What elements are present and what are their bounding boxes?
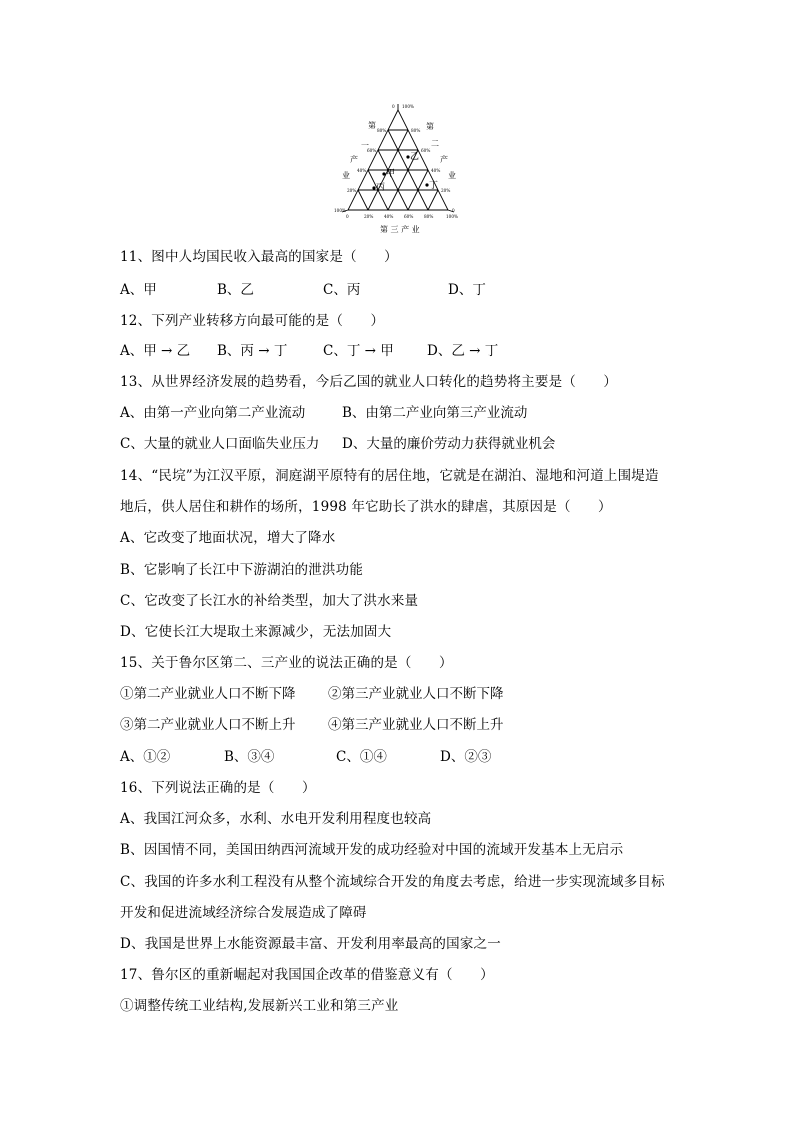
q16-option-d[interactable]: D、我国是世界上水能资源最丰富、开发利用率最高的国家之一 [120, 936, 501, 952]
tick-left-1: 80% [377, 128, 387, 133]
q13-stem: 13、从世界经济发展的趋势看，今后乙国的就业人口转化的趋势将主要是（ ） [120, 374, 618, 390]
q12-option-c[interactable]: C、丁 → 甲 [323, 343, 394, 359]
axis-right-char-4: 业 [448, 171, 456, 180]
label-jia: 甲 [386, 169, 396, 179]
q11-option-d[interactable]: D、丁 [448, 282, 486, 298]
q13-option-b[interactable]: B、由第二产业向第三产业流动 [342, 405, 528, 421]
q16-option-c-cont: 开发和促进流域经济综合发展造成了障碍 [120, 905, 367, 921]
q12-option-d[interactable]: D、乙 → 丁 [427, 343, 499, 359]
axis-left-char-4: 业 [342, 171, 350, 180]
q14-option-c[interactable]: C、它改变了长江水的补给类型，加大了洪水来量 [120, 593, 419, 609]
label-bing: 丙 [376, 183, 386, 193]
q15-items-row1 [120, 684, 720, 704]
label-yi: 乙 [410, 152, 420, 162]
q12-option-a[interactable]: A、甲 → 乙 [120, 343, 191, 359]
q15-item-1: ①第二产业就业人口不断下降 [120, 686, 296, 702]
q13-option-a[interactable]: A、由第一产业向第二产业流动 [120, 405, 306, 421]
q15-stem: 15、关于鲁尔区第二、三产业的说法正确的是（ ） [120, 655, 453, 671]
tick-bottom-1: 20% [364, 214, 374, 219]
tick-left-2: 60% [367, 148, 377, 153]
q16-stem: 16、下列说法正确的是（ ） [120, 780, 316, 796]
q15-options [120, 747, 720, 767]
tick-left-5: 100% [334, 208, 346, 213]
tick-right-2: 60% [421, 148, 431, 153]
tick-bottom-5: 100% [446, 214, 458, 219]
q15-option-b[interactable]: B、③④ [224, 749, 275, 765]
q16-option-a[interactable]: A、我国江河众多，水利、水电开发利用程度也较高 [120, 811, 432, 827]
label-ding: 丁 [429, 181, 439, 191]
tick-bottom-4: 80% [424, 214, 434, 219]
q13-options-row2 [120, 434, 720, 454]
axis-left-char-3: 产 [350, 155, 358, 164]
axis-left-char-2: 一 [361, 141, 369, 150]
tick-right-0: 100% [402, 104, 414, 109]
q13-option-d[interactable]: D、大量的廉价劳动力获得就业机会 [342, 436, 556, 452]
tick-left-3: 40% [357, 168, 367, 173]
ternary-svg [328, 100, 468, 236]
q15-item-4: ④第三产业就业人口不断上升 [328, 717, 504, 733]
q16-option-b[interactable]: B、因国情不同，美国田纳西河流域开发的成功经验对中国的流域开发基本上无启示 [120, 842, 624, 858]
q14-option-a[interactable]: A、它改变了地面状况，增大了降水 [120, 530, 336, 546]
q15-item-2: ②第三产业就业人口不断下降 [328, 686, 504, 702]
q11-option-b[interactable]: B、乙 [217, 282, 254, 298]
axis-right-char-2: 二 [431, 139, 439, 148]
tick-bottom-3: 60% [404, 214, 414, 219]
tick-bottom-2: 40% [384, 214, 394, 219]
ternary-diagram [328, 100, 468, 236]
tick-bottom-0: 0 [346, 214, 349, 219]
q12-option-b[interactable]: B、丙 → 丁 [217, 343, 288, 359]
q14-option-b[interactable]: B、它影响了长江中下游湖泊的泄洪功能 [120, 562, 364, 578]
q14-option-d[interactable]: D、它使长江大堤取土来源减少，无法加固大 [120, 624, 392, 640]
q12-stem: 12、下列产业转移方向最可能的是（ ） [120, 313, 385, 329]
q13-option-c[interactable]: C、大量的就业人口面临失业压力 [120, 436, 320, 452]
q11-stem: 11、图中人均国民收入最高的国家是（ ） [120, 249, 398, 265]
q15-option-d[interactable]: D、②③ [440, 749, 492, 765]
tick-left-4: 20% [347, 188, 357, 193]
q11-options [120, 280, 720, 300]
q17-item-1: ①调整传统工业结构,发展新兴工业和第三产业 [120, 998, 399, 1014]
q17-stem: 17、鲁尔区的重新崛起对我国国企改革的借鉴意义有（ ） [120, 967, 494, 983]
q15-item-3: ③第二产业就业人口不断上升 [120, 717, 296, 733]
q11-option-c[interactable]: C、丙 [323, 282, 361, 298]
q14-stem-line2: 地后，供人居住和耕作的场所，1998 年它助长了洪水的肆虐，其原因是（ ） [120, 499, 612, 515]
tick-left-0: 0 [392, 104, 395, 109]
q16-option-c[interactable]: C、我国的许多水利工程没有从整个流域综合开发的角度去考虑，给进一步实现流域多目标 [120, 874, 665, 890]
q13-options-row1 [120, 403, 720, 423]
axis-bottom-title: 第 三 产 业 [380, 225, 420, 234]
axis-right-char-3: 产 [440, 155, 448, 164]
axis-left-char-1: 第 [368, 121, 376, 130]
q11-option-a[interactable]: A、甲 [120, 282, 157, 298]
q15-items-row2 [120, 715, 720, 735]
q12-options [120, 341, 720, 361]
axis-right-char-1: 第 [426, 122, 434, 131]
tick-right-3: 40% [431, 168, 441, 173]
q14-stem-line1: 14、“民垸”为江汉平原，洞庭湖平原特有的居住地，它就是在湖泊、湿地和河道上围堤造 [120, 468, 659, 484]
q15-option-c[interactable]: C、①④ [336, 749, 387, 765]
tick-right-5: 0 [452, 208, 455, 213]
tick-right-4: 20% [441, 188, 451, 193]
q15-option-a[interactable]: A、①② [120, 749, 171, 765]
tick-right-1: 80% [411, 128, 421, 133]
